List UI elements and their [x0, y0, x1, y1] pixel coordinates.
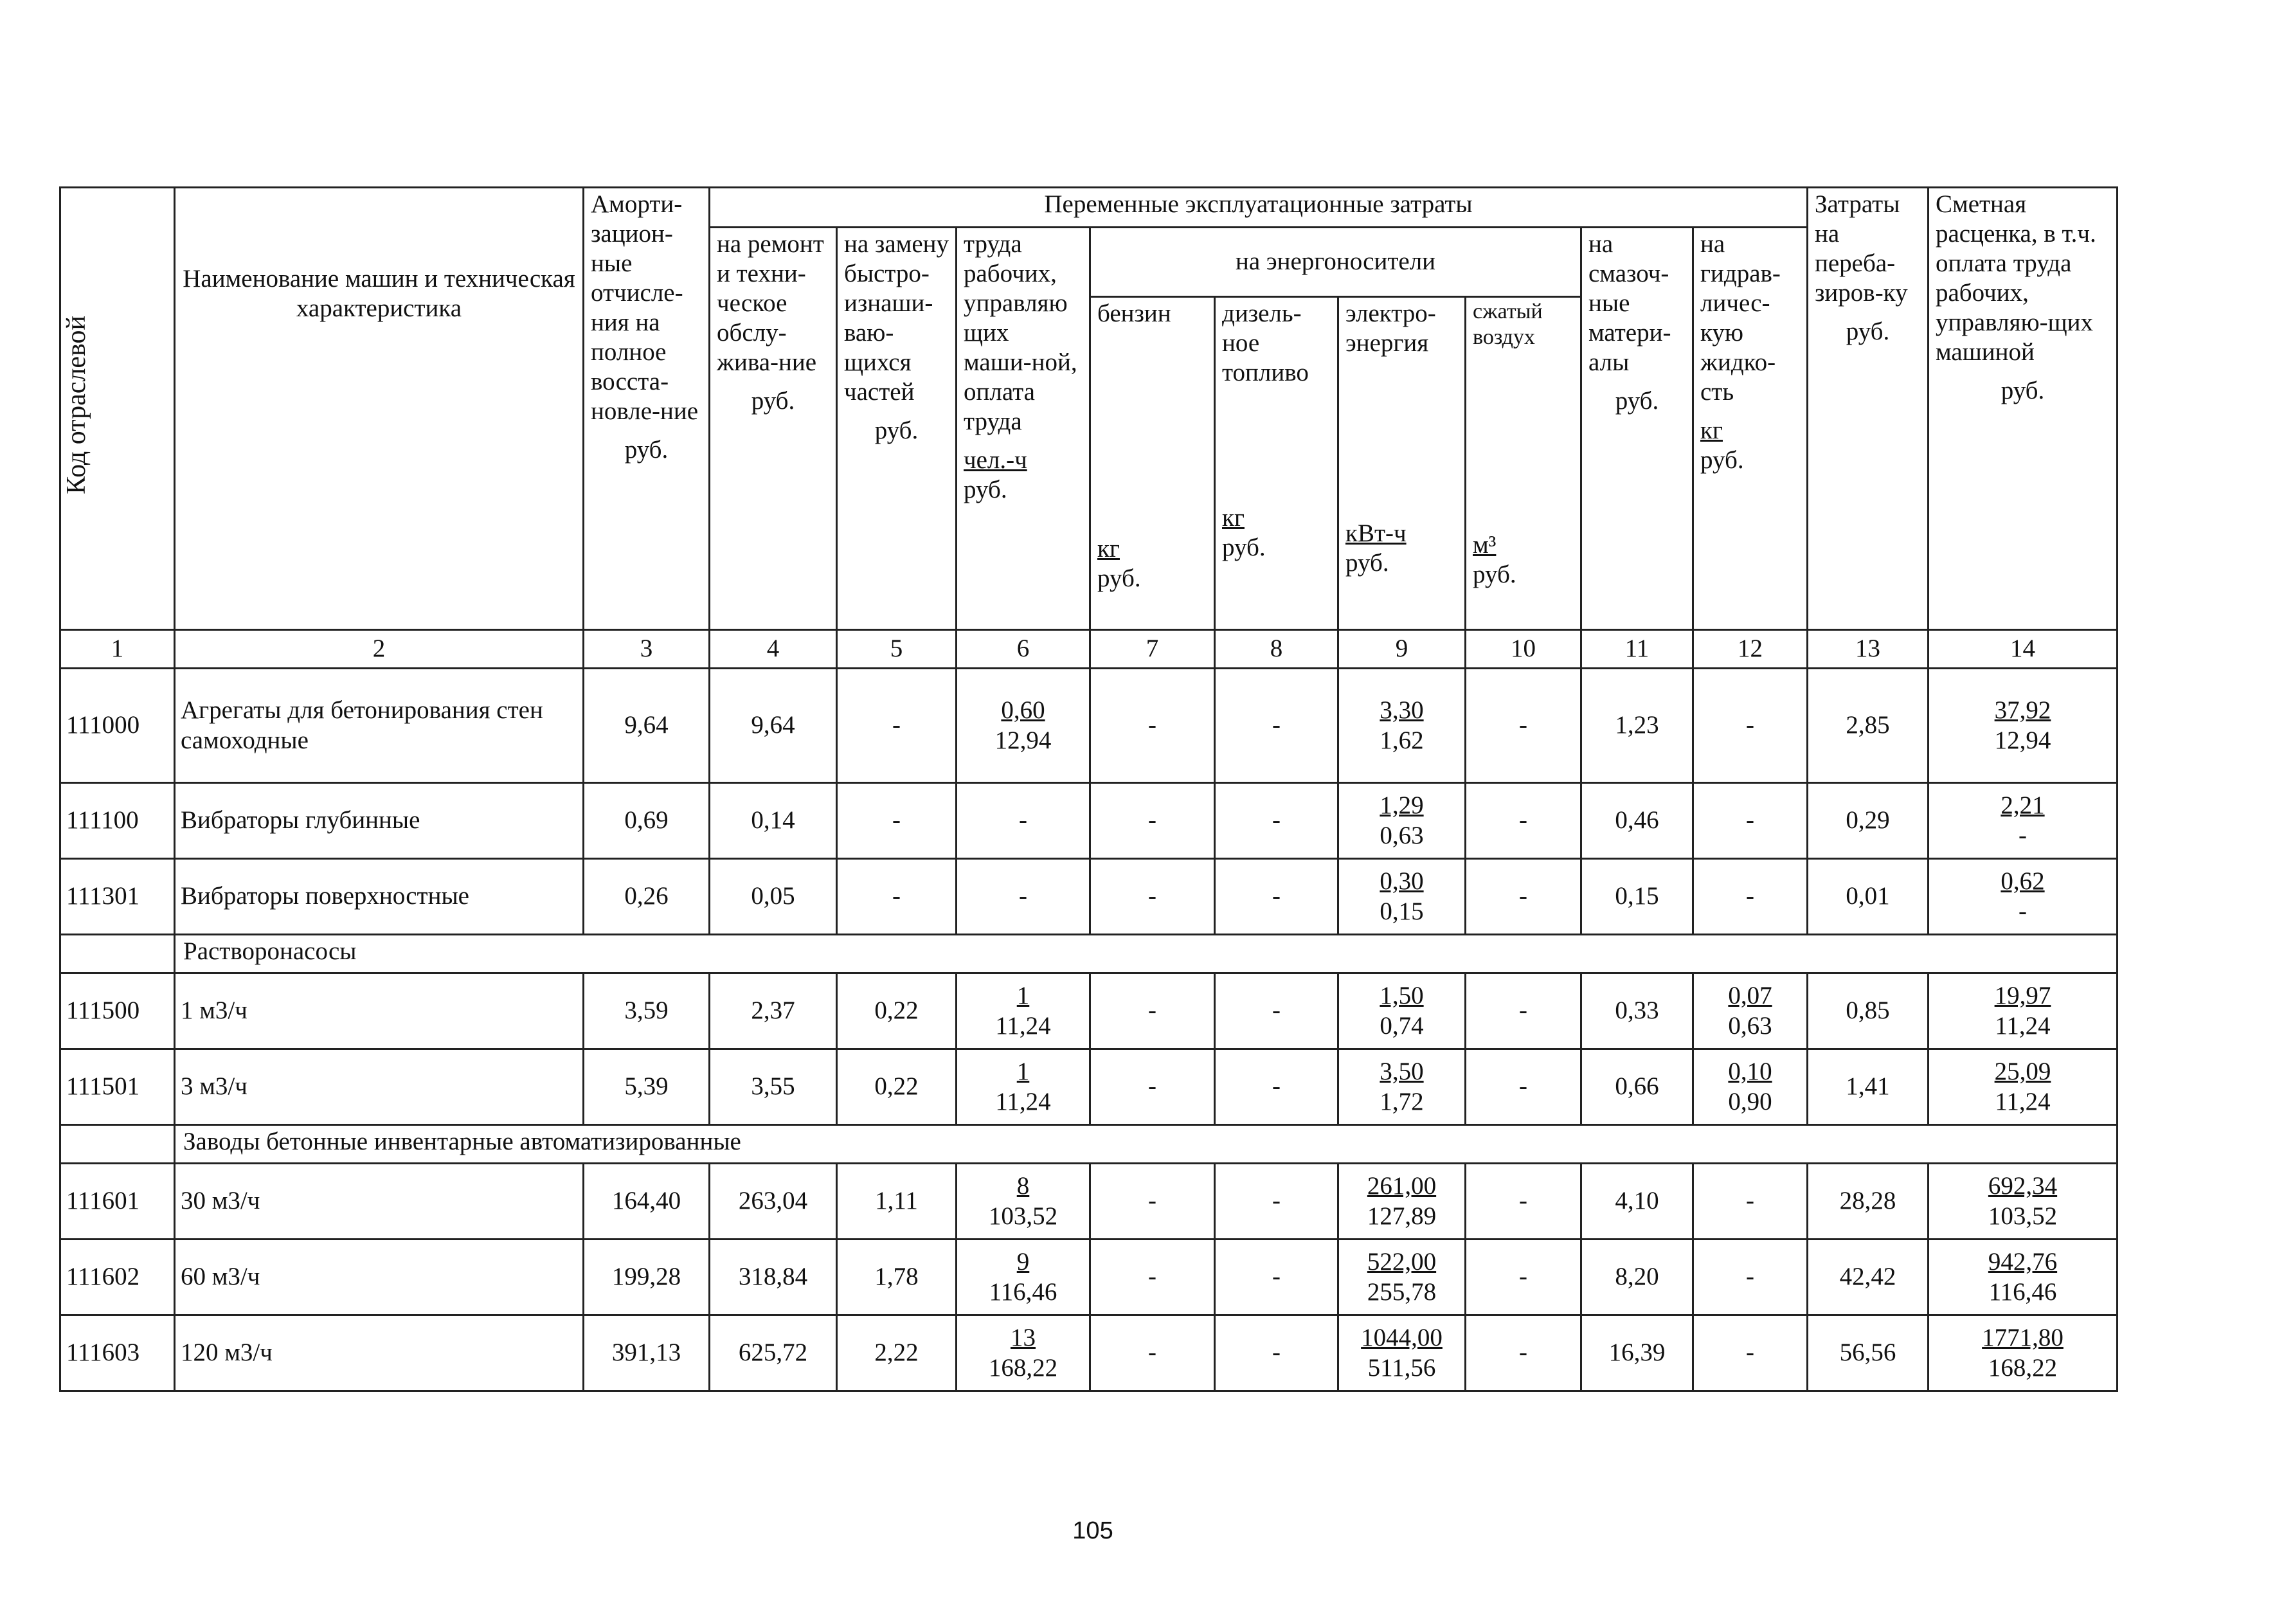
row-air: -	[1466, 1240, 1581, 1315]
row-lubricant: 0,33	[1581, 973, 1693, 1049]
header-variable-costs: Переменные эксплуатационные затраты	[710, 188, 1808, 228]
row-code: 111301	[60, 859, 175, 935]
header-transfer: Затраты на переба-зиров-ку руб.	[1808, 188, 1929, 630]
row-amort: 5,39	[584, 1049, 710, 1125]
row-labor: $\frac{8}{103,52}$	[957, 1164, 1090, 1240]
header-diesel: дизель-ное топливо кг руб.	[1215, 297, 1338, 630]
row-petrol: -	[1090, 1240, 1215, 1315]
row-hydraulic: -	[1693, 1315, 1808, 1391]
row-lubricant: 0,15	[1581, 859, 1693, 935]
row-air: -	[1466, 1315, 1581, 1391]
group-label: Заводы бетонные инвентарные автоматизированные	[175, 1125, 2118, 1164]
row-estimate: $\frac{19,97}{11,24}$	[1929, 973, 2118, 1049]
row-estimate: $\frac{1771,80}{168,22}$	[1929, 1315, 2118, 1391]
header-hydraulic: на гидрав-личес-кую жидко-сть кг руб.	[1693, 228, 1808, 630]
row-replace: -	[837, 859, 957, 935]
table-row	[60, 1240, 2118, 1315]
col-num: 10	[1466, 630, 1581, 669]
row-repair: 0,14	[710, 783, 837, 859]
row-repair: 9,64	[710, 669, 837, 783]
row-code: 111500	[60, 973, 175, 1049]
row-lubricant: 1,23	[1581, 669, 1693, 783]
table-body	[60, 669, 2118, 1391]
row-lubricant: 4,10	[1581, 1164, 1693, 1240]
row-air: -	[1466, 859, 1581, 935]
row-transfer: 0,85	[1808, 973, 1929, 1049]
row-petrol: -	[1090, 1315, 1215, 1391]
row-amort: 391,13	[584, 1315, 710, 1391]
table-row	[60, 1164, 2118, 1240]
row-lubricant: 16,39	[1581, 1315, 1693, 1391]
row-code: 111603	[60, 1315, 175, 1391]
header-labor: труда рабочих, управляю щих маши-ной, оплата труда чел.-ч руб.	[957, 228, 1090, 630]
row-labor: $\frac{1}{11,24}$	[957, 973, 1090, 1049]
row-hydraulic: $\frac{0,07}{0,63}$	[1693, 973, 1808, 1049]
row-diesel: -	[1215, 1315, 1338, 1391]
row-code: 111601	[60, 1164, 175, 1240]
row-diesel: -	[1215, 669, 1338, 783]
row-amort: 199,28	[584, 1240, 710, 1315]
header-code: Код отраслевой	[60, 188, 175, 630]
col-num: 13	[1808, 630, 1929, 669]
row-labor: $\frac{0,60}{12,94}$	[957, 669, 1090, 783]
machine-cost-table	[59, 186, 2118, 1392]
row-petrol: -	[1090, 973, 1215, 1049]
group-spacer	[60, 935, 175, 973]
col-num: 9	[1338, 630, 1466, 669]
row-hydraulic: -	[1693, 669, 1808, 783]
row-repair: 2,37	[710, 973, 837, 1049]
table-row	[60, 783, 2118, 859]
row-diesel: -	[1215, 1164, 1338, 1240]
row-petrol: -	[1090, 783, 1215, 859]
row-amort: 9,64	[584, 669, 710, 783]
row-repair: 318,84	[710, 1240, 837, 1315]
header-air: сжатый воздух м³ руб.	[1466, 297, 1581, 630]
row-repair: 0,05	[710, 859, 837, 935]
row-replace: 1,11	[837, 1164, 957, 1240]
row-repair: 263,04	[710, 1164, 837, 1240]
row-amort: 164,40	[584, 1164, 710, 1240]
col-num: 1	[60, 630, 175, 669]
row-labor: -	[957, 859, 1090, 935]
header-amort: Аморти-зацион-ные отчисле-ния на полное восста-новле-ние руб.	[584, 188, 710, 630]
col-num: 5	[837, 630, 957, 669]
row-lubricant: 8,20	[1581, 1240, 1693, 1315]
row-electric: $\frac{1044,00}{511,56}$	[1338, 1315, 1466, 1391]
col-num: 14	[1929, 630, 2118, 669]
header-lubricant: на смазоч-ные матери-алы руб.	[1581, 228, 1693, 630]
header-name: Наименование машин и техническая характеристика	[175, 188, 584, 630]
row-electric: $\frac{0,30}{0,15}$	[1338, 859, 1466, 935]
row-electric: $\frac{3,50}{1,72}$	[1338, 1049, 1466, 1125]
row-replace: 0,22	[837, 1049, 957, 1125]
row-transfer: 0,29	[1808, 783, 1929, 859]
row-electric: $\frac{261,00}{127,89}$	[1338, 1164, 1466, 1240]
table-header	[60, 188, 2118, 669]
row-labor: $\frac{13}{168,22}$	[957, 1315, 1090, 1391]
row-transfer: 28,28	[1808, 1164, 1929, 1240]
header-electric: электро-энергия кВт-ч руб.	[1338, 297, 1466, 630]
row-labor: $\frac{9}{116,46}$	[957, 1240, 1090, 1315]
table-row	[60, 973, 2118, 1049]
row-hydraulic: -	[1693, 783, 1808, 859]
col-num: 4	[710, 630, 837, 669]
group-row	[60, 1125, 2118, 1164]
row-estimate: $\frac{37,92}{12,94}$	[1929, 669, 2118, 783]
header-estimate: Сметная расценка, в т.ч. оплата труда рабочих, управляю-щих машиной руб.	[1929, 188, 2118, 630]
row-diesel: -	[1215, 1049, 1338, 1125]
row-name: 60 м3/ч	[175, 1240, 584, 1315]
row-replace: 2,22	[837, 1315, 957, 1391]
group-label: Растворонасосы	[175, 935, 2118, 973]
col-num: 7	[1090, 630, 1215, 669]
row-name: Агрегаты для бетонирования стен самоходные	[175, 669, 584, 783]
header-energy: на энергоносители	[1090, 228, 1581, 297]
row-replace: 0,22	[837, 973, 957, 1049]
row-estimate: $\frac{0,62}{-}$	[1929, 859, 2118, 935]
row-transfer: 1,41	[1808, 1049, 1929, 1125]
col-num: 11	[1581, 630, 1693, 669]
row-name: Вибраторы глубинные	[175, 783, 584, 859]
row-repair: 625,72	[710, 1315, 837, 1391]
row-replace: -	[837, 783, 957, 859]
row-lubricant: 0,66	[1581, 1049, 1693, 1125]
row-labor: -	[957, 783, 1090, 859]
row-electric: $\frac{1,50}{0,74}$	[1338, 973, 1466, 1049]
row-air: -	[1466, 669, 1581, 783]
group-row	[60, 935, 2118, 973]
row-amort: 0,69	[584, 783, 710, 859]
row-air: -	[1466, 973, 1581, 1049]
row-transfer: 56,56	[1808, 1315, 1929, 1391]
row-code: 111100	[60, 783, 175, 859]
row-transfer: 2,85	[1808, 669, 1929, 783]
row-amort: 0,26	[584, 859, 710, 935]
row-electric: $\frac{1,29}{0,63}$	[1338, 783, 1466, 859]
col-num: 3	[584, 630, 710, 669]
row-name: 1 м3/ч	[175, 973, 584, 1049]
row-estimate: $\frac{25,09}{11,24}$	[1929, 1049, 2118, 1125]
row-amort: 3,59	[584, 973, 710, 1049]
row-petrol: -	[1090, 1164, 1215, 1240]
row-name: 120 м3/ч	[175, 1315, 584, 1391]
row-code: 111501	[60, 1049, 175, 1125]
col-num: 6	[957, 630, 1090, 669]
row-name: 3 м3/ч	[175, 1049, 584, 1125]
col-num: 12	[1693, 630, 1808, 669]
row-estimate: $\frac{2,21}{-}$	[1929, 783, 2118, 859]
row-repair: 3,55	[710, 1049, 837, 1125]
row-diesel: -	[1215, 1240, 1338, 1315]
table-row	[60, 859, 2118, 935]
col-num: 8	[1215, 630, 1338, 669]
row-estimate: $\frac{692,34}{103,52}$	[1929, 1164, 2118, 1240]
row-replace: 1,78	[837, 1240, 957, 1315]
table-row	[60, 1315, 2118, 1391]
row-name: 30 м3/ч	[175, 1164, 584, 1240]
table-row	[60, 669, 2118, 783]
header-repair: на ремонт и техни-ческое обслу-жива-ние руб.	[710, 228, 837, 630]
row-petrol: -	[1090, 669, 1215, 783]
row-air: -	[1466, 783, 1581, 859]
row-hydraulic: -	[1693, 1164, 1808, 1240]
row-air: -	[1466, 1164, 1581, 1240]
table-row	[60, 1049, 2118, 1125]
row-petrol: -	[1090, 1049, 1215, 1125]
row-code: 111000	[60, 669, 175, 783]
row-estimate: $\frac{942,76}{116,46}$	[1929, 1240, 2118, 1315]
row-diesel: -	[1215, 783, 1338, 859]
row-electric: $\frac{522,00}{255,78}$	[1338, 1240, 1466, 1315]
row-transfer: 0,01	[1808, 859, 1929, 935]
row-petrol: -	[1090, 859, 1215, 935]
column-number-row	[60, 630, 2118, 669]
page-number: 105	[1072, 1517, 1113, 1544]
row-air: -	[1466, 1049, 1581, 1125]
row-name: Вибраторы поверхностные	[175, 859, 584, 935]
row-lubricant: 0,46	[1581, 783, 1693, 859]
header-replace: на замену быстро-изнаши-ваю-щихся частей руб.	[837, 228, 957, 630]
row-hydraulic: $\frac{0,10}{0,90}$	[1693, 1049, 1808, 1125]
row-hydraulic: -	[1693, 859, 1808, 935]
row-electric: $\frac{3,30}{1,62}$	[1338, 669, 1466, 783]
group-spacer	[60, 1125, 175, 1164]
row-labor: $\frac{1}{11,24}$	[957, 1049, 1090, 1125]
row-diesel: -	[1215, 859, 1338, 935]
col-num: 2	[175, 630, 584, 669]
row-diesel: -	[1215, 973, 1338, 1049]
header-petrol: бензин кг руб.	[1090, 297, 1215, 630]
row-transfer: 42,42	[1808, 1240, 1929, 1315]
row-replace: -	[837, 669, 957, 783]
row-hydraulic: -	[1693, 1240, 1808, 1315]
row-code: 111602	[60, 1240, 175, 1315]
